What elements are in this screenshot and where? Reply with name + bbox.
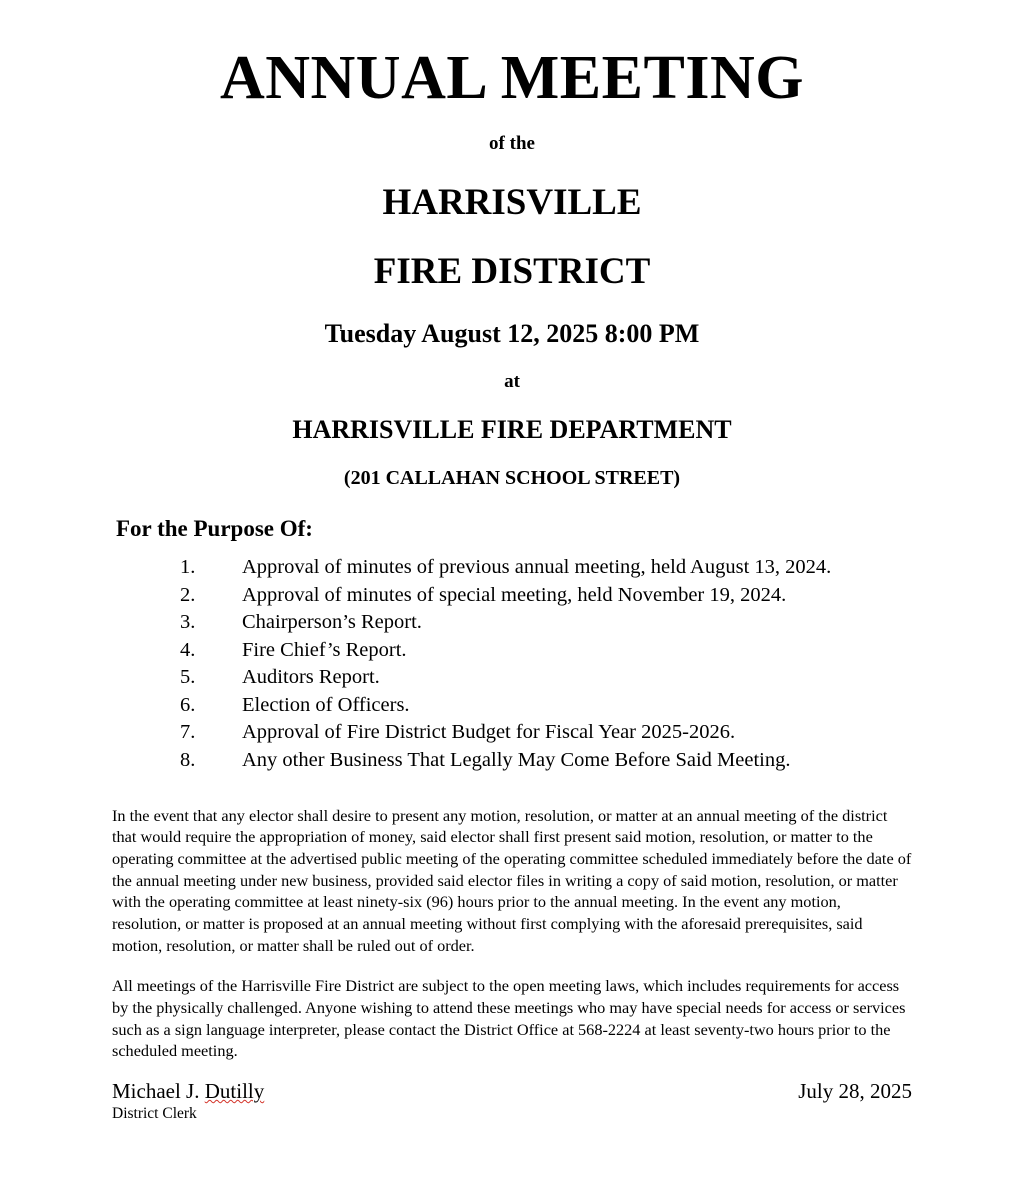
meeting-address: (201 CALLAHAN SCHOOL STREET)	[343, 467, 681, 490]
purpose-heading: For the Purpose Of:	[116, 516, 313, 542]
list-item-label: Chairperson’s Report.	[242, 611, 422, 634]
list-item-label: Approval of minutes of special meeting, held November 19, 2024.	[242, 583, 787, 606]
list-item-label: Approval of Fire District Budget for Fiscal Year 2025-2026.	[242, 721, 736, 744]
list-item	[180, 637, 934, 665]
of-the-label: of the	[489, 133, 535, 155]
list-item-number: 4.	[180, 638, 196, 661]
list-item-label: Election of Officers.	[242, 693, 410, 716]
signer-name	[112, 1079, 264, 1104]
meeting-datetime: Tuesday August 12, 2025 8:00 PM	[324, 319, 700, 349]
list-item	[180, 692, 934, 720]
signature-block	[112, 1079, 912, 1123]
at-label: at	[504, 371, 520, 393]
list-item-number: 5.	[180, 666, 196, 689]
signer-role: District Clerk	[112, 1105, 197, 1122]
signature-date: July 28, 2025	[798, 1079, 912, 1103]
organization-name-line1: HARRISVILLE	[382, 182, 642, 224]
signature-row	[112, 1079, 912, 1104]
list-item-label: Approval of minutes of previous annual meeting, held August 13, 2024.	[242, 556, 832, 579]
list-item	[180, 719, 934, 747]
list-item-label: Auditors Report.	[242, 666, 380, 689]
list-item	[180, 582, 934, 610]
list-item	[180, 609, 934, 637]
list-item	[180, 747, 934, 775]
list-item-number: 7.	[180, 721, 196, 744]
list-item-number: 2.	[180, 583, 196, 606]
list-item-number: 8.	[180, 749, 196, 772]
signer-surname: Dutilly	[204, 1079, 265, 1103]
paragraph-open-meeting-laws: All meetings of the Harrisville Fire District are subject to the open meeting laws, which includes requirements for access by the physically challenged. Anyone wishing to attend these meetings who may have special needs for access or services such as a sign language interpreter, please contact the District Office at 568-2224 at least seventy-two hours prior to the scheduled meeting.	[112, 976, 906, 1061]
meeting-venue: HARRISVILLE FIRE DEPARTMENT	[292, 415, 732, 445]
list-item-label: Fire Chief’s Report.	[242, 638, 407, 661]
agenda-list	[90, 554, 934, 775]
list-item-label: Any other Business That Legally May Come Before Said Meeting.	[242, 749, 791, 772]
list-item-number: 6.	[180, 693, 196, 716]
paragraph-motion-procedure: In the event that any elector shall desire to present any motion, resolution, or matter at an annual meeting of the district that would require the appropriation of money, said elector shall first present said motion, resolution, or matter to the operating committee at the advertised public meeting of the operating committee scheduled immediately before the date of the annual meeting under new business, provided said elector files in writing a copy of said motion, resolution, or matter with the operating committee at least ninety-six (96) hours prior to the annual meeting. In the event any motion, resolution, or matter is proposed at an annual meeting without first complying with the aforesaid prerequisites, said motion, resolution, or matter shall be ruled out of order.	[112, 805, 912, 955]
list-item	[180, 664, 934, 692]
list-item-number: 3.	[180, 611, 196, 634]
signer-name-prefix: Michael J.	[112, 1079, 205, 1103]
page-title: ANNUAL MEETING	[219, 44, 804, 112]
list-item-number: 1.	[180, 556, 196, 579]
list-item	[180, 554, 934, 582]
organization-name-line2: FIRE DISTRICT	[373, 251, 651, 293]
